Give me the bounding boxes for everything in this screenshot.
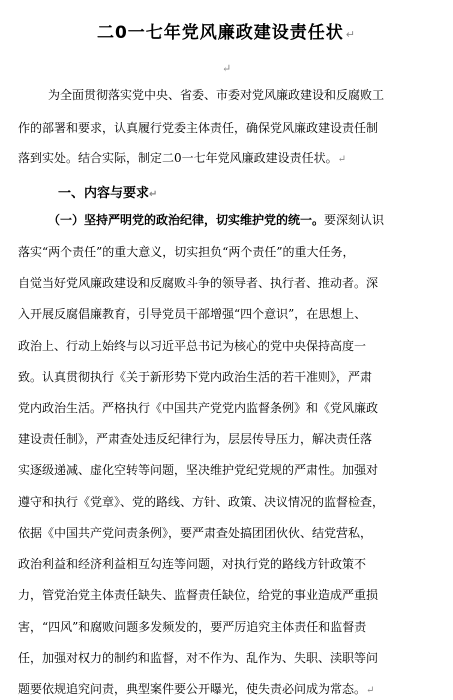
intro-line-text: 落到实处。结合实际，制定二0一七年党风廉政建设责任状。 <box>18 151 338 165</box>
body-line: 致。认真贯彻执行《关于新形势下党内政治生活的若干准则》，严肃 <box>18 370 373 384</box>
paragraph-mark-icon: ↵ <box>222 62 232 75</box>
body-line: 政治利益和经济利益相互勾连等问题，对执行党的路线方针政策不 <box>18 557 367 571</box>
body-line: 入开展反腐倡廉教育，引导党员干部增强“四个意识”，在思想上、 <box>18 307 367 321</box>
body-line: 遵守和执行《党章》、党的路线、方针、政策、决议情况的监督检查， <box>18 495 385 509</box>
body-line: 政治上、行动上始终与以习近平总书记为核心的党中央保持高度一 <box>18 339 367 353</box>
paragraph-mark-icon: ↵ <box>366 685 375 696</box>
document-title <box>0 18 453 43</box>
body-line: 实逐级递减、虚化空转等问题，坚决维护党纪党规的严肃性。加强对 <box>18 463 379 477</box>
intro-line <box>18 151 436 167</box>
body-line <box>18 682 436 698</box>
intro-line: 为全面贯彻落实党中央、省委、市委对党风廉政建设和反腐败工 <box>48 88 385 102</box>
section-heading-text: 一、内容与要求 <box>58 186 150 201</box>
paragraph-mark-icon: ↵ <box>149 189 158 200</box>
subsection-first-line <box>18 213 436 227</box>
body-line: 落实“两个责任”的重大意义，切实担负“两个责任”的重大任务， <box>18 245 355 259</box>
body-line: 任，加强对权力的制约和监督，对不作为、乱作为、失职、渎职等问 <box>18 651 379 665</box>
section-heading <box>58 182 157 201</box>
body-line-text: 题要依规追究问责，典型案件要公开曝光，使失责必问成为常态。 <box>18 682 367 696</box>
body-line: 害，“四风”和腐败问题多发频发的，要严厉追究主体责任和监督责 <box>18 620 367 634</box>
intro-line: 作的部署和要求，认真履行党委主体责任，确保党风廉政建设责任制 <box>18 121 379 135</box>
subsection-first-rest: 要深刻认识 <box>324 213 385 227</box>
paragraph-mark-icon: ↵ <box>345 28 357 41</box>
body-line: 力，管党治党主体责任缺失、监督责任缺位，给党的事业造成严重损 <box>18 588 379 602</box>
subsection-lead: （一）坚持严明党的政治纪律，切实维护党的统一。 <box>48 213 325 227</box>
body-line: 依据《中国共产党问责条例》，要严肃查处搞团团伙伙、结党营私， <box>18 526 373 540</box>
body-line: 党内政治生活。严格执行《中国共产党党内监督条例》和《党风廉政 <box>18 401 379 415</box>
body-line: 自觉当好党风廉政建设和反腐败斗争的领导者、执行者、推动者。深 <box>18 276 379 290</box>
paragraph-mark-icon: ↵ <box>337 154 347 165</box>
title-text: 二0一七年党风廉政建设责任状 <box>96 23 344 43</box>
body-line: 建设责任制》，严肃查处违反纪律行为，层层传导压力，解决责任落 <box>18 432 373 446</box>
